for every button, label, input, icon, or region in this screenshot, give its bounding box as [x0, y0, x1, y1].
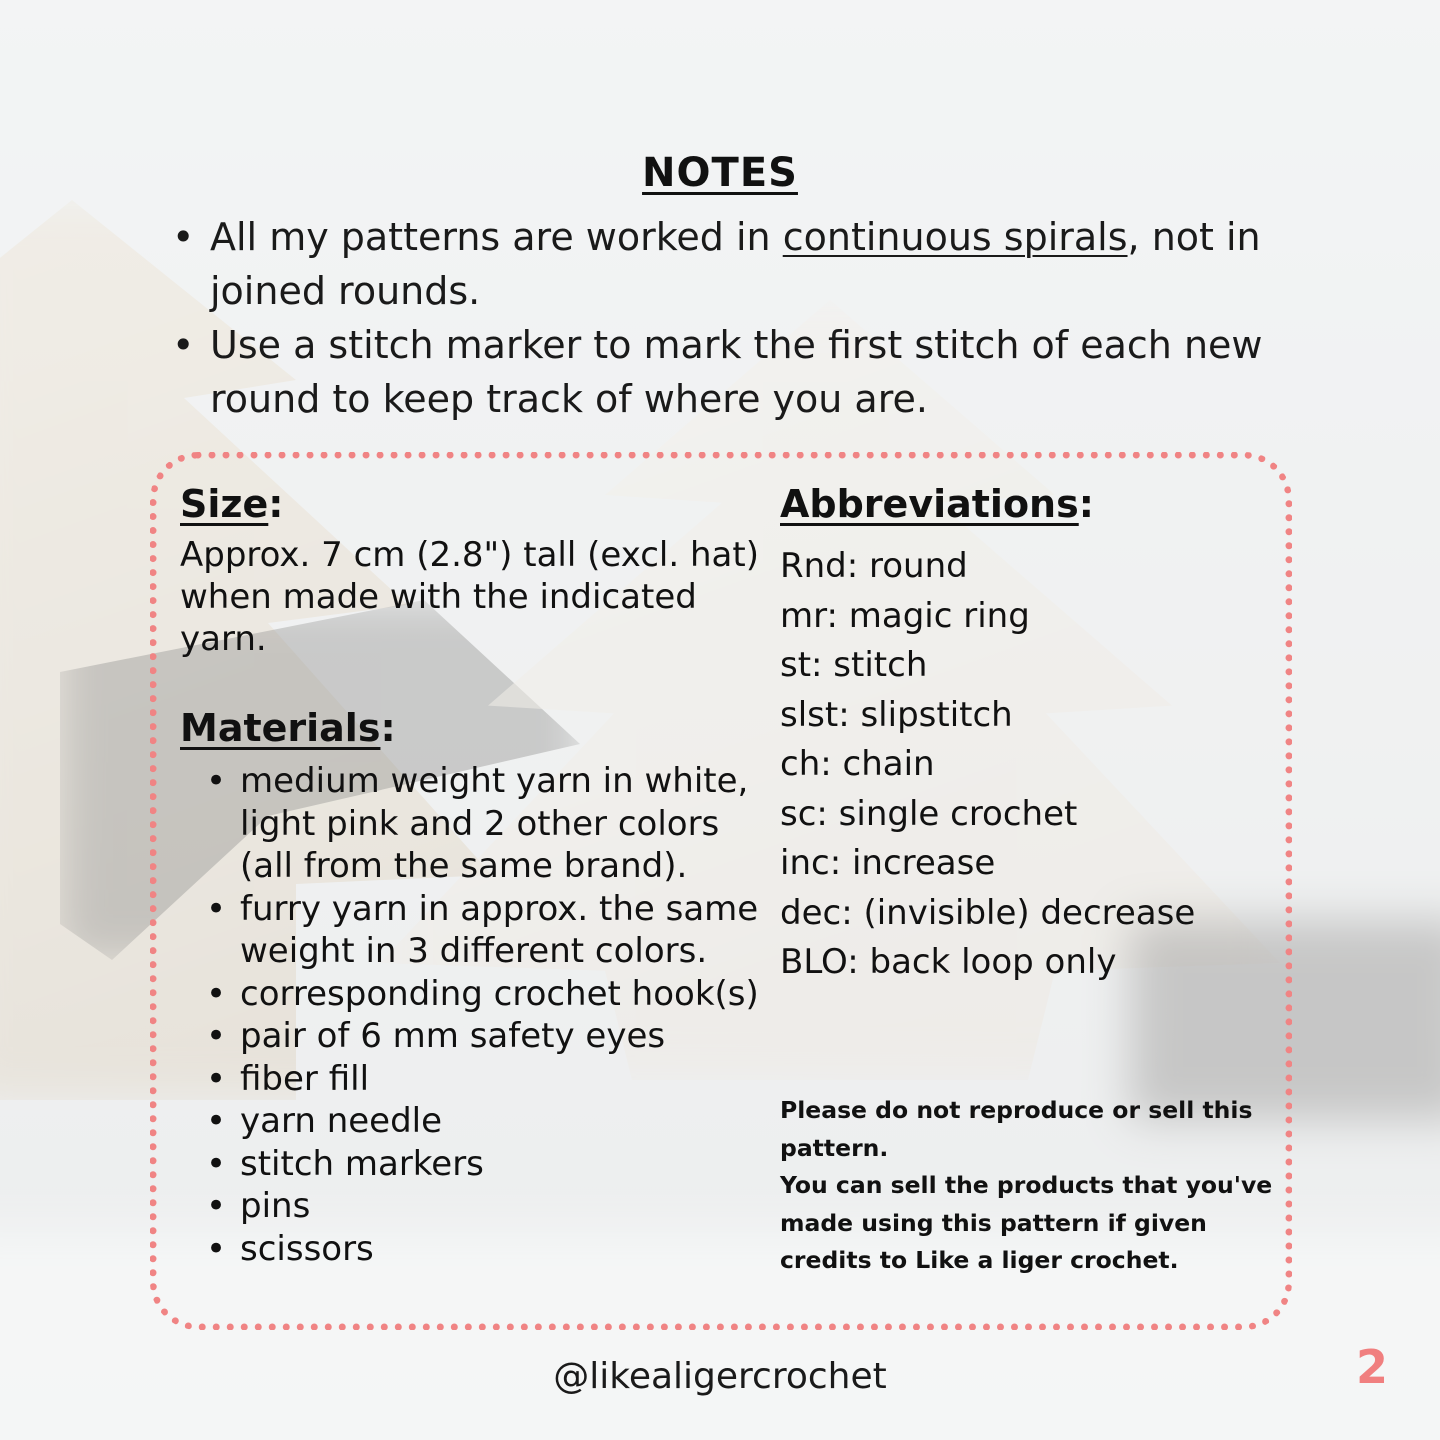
- abbreviation-item: Rnd: round: [780, 546, 968, 586]
- disclaimer-line: You can sell the products that you've made using this pattern if given credits to Like a liger crochet.: [780, 1171, 1273, 1274]
- social-handle: @likealigercrochet: [553, 1356, 887, 1397]
- disclaimer-line: Please do not reproduce or sell this pattern.: [780, 1096, 1253, 1162]
- materials-item: • fiber fill: [180, 1058, 770, 1101]
- notes-list: [170, 210, 1280, 426]
- abbreviations-heading: Abbreviations:: [780, 482, 1094, 526]
- abbreviation-item: ch: chain: [780, 744, 935, 784]
- abbreviation-item: inc: increase: [780, 843, 996, 883]
- materials-item: • furry yarn in approx. the same weight in 3 different colors.: [180, 888, 770, 973]
- notes-item: • All my patterns are worked in continuous spirals, not in joined rounds.: [170, 210, 1280, 318]
- materials-item: • stitch markers: [180, 1143, 770, 1186]
- materials-item: • scissors: [180, 1228, 770, 1271]
- right-column: [780, 480, 1280, 988]
- materials-item: • pins: [180, 1185, 770, 1228]
- size-description: Approx. 7 cm (2.8") tall (excl. hat) when made with the indicated yarn.: [180, 535, 759, 659]
- abbreviation-item: sc: single crochet: [780, 793, 1078, 834]
- materials-heading: Materials:: [180, 706, 396, 750]
- abbreviation-item: BLO: back loop only: [780, 942, 1117, 982]
- abbreviation-item: dec: (invisible) decrease: [780, 892, 1196, 933]
- materials-list: [180, 760, 770, 1270]
- materials-item: • medium weight yarn in white, light pink and 2 other colors (all from the same brand).: [180, 760, 770, 888]
- materials-item: • yarn needle: [180, 1100, 770, 1143]
- abbreviation-item: st: stitch: [780, 645, 928, 685]
- size-heading: Size:: [180, 482, 284, 526]
- underlined-phrase: continuous spirals: [782, 215, 1128, 259]
- abbreviations-list: [780, 542, 1280, 988]
- notes-heading: NOTES: [642, 150, 798, 196]
- page-number: 2: [1355, 1340, 1388, 1394]
- copyright-disclaimer: [780, 1092, 1280, 1280]
- abbreviation-item: mr: magic ring: [780, 595, 1030, 636]
- materials-item: • corresponding crochet hook(s): [180, 973, 770, 1016]
- left-column: [180, 480, 770, 1270]
- notes-item: • Use a stitch marker to mark the first stitch of each new round to keep track of where you are.: [170, 318, 1280, 426]
- materials-item: • pair of 6 mm safety eyes: [180, 1015, 770, 1058]
- abbreviation-item: slst: slipstitch: [780, 694, 1013, 735]
